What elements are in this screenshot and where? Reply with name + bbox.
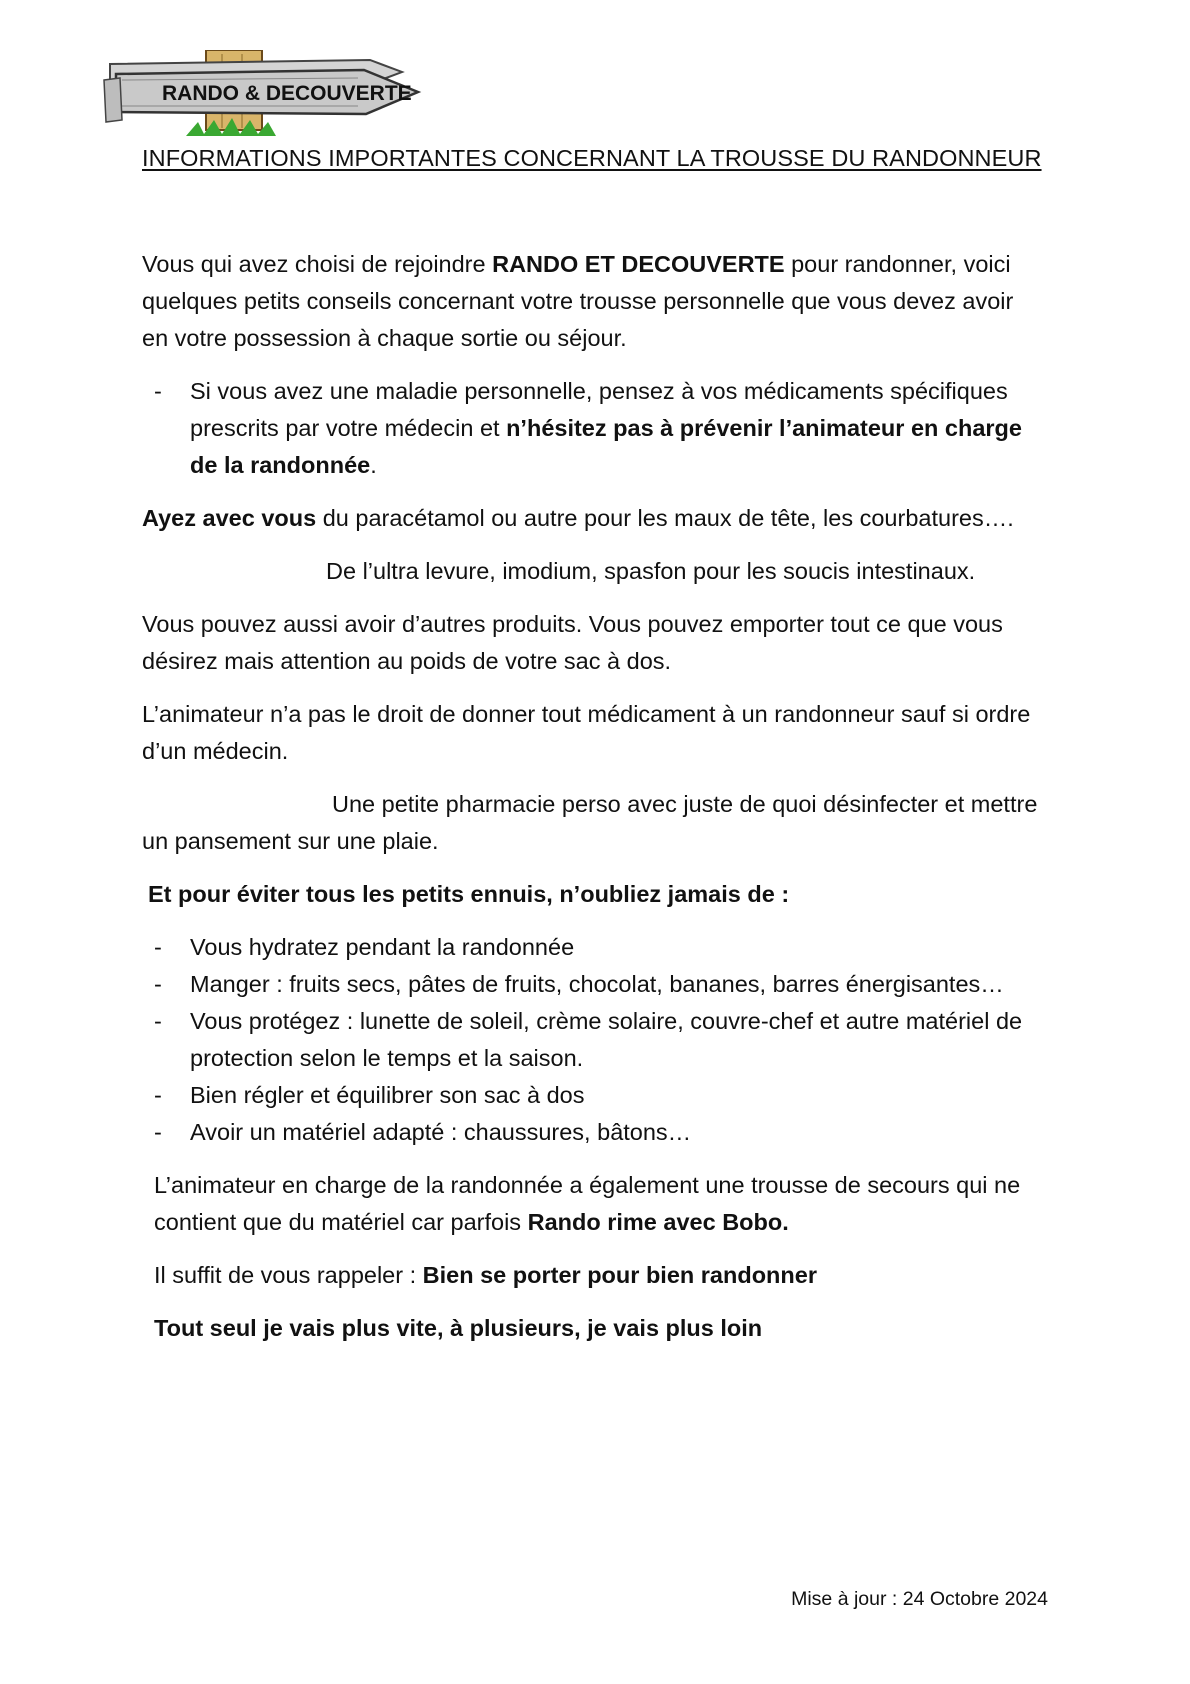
ayez-bold: Ayez avec vous (142, 505, 317, 531)
list-dash: - (154, 1082, 162, 1108)
ayez-text: du paracétamol ou autre pour les maux de tête, les courbatures…. (316, 505, 1014, 531)
logo-text: RANDO & DECOUVERTE (162, 82, 412, 105)
motto-text: Tout seul je vais plus vite, à plusieurs, je vais plus loin (154, 1315, 763, 1341)
trousse-text: L’animateur en charge de la randonnée a également une trousse de secours qui ne contient que du matériel car parfois (154, 1172, 1021, 1235)
list-item (142, 373, 1042, 484)
list-item-text: Vous hydratez pendant la randonnée (190, 934, 575, 960)
list-item (142, 929, 1042, 966)
advice-list (142, 929, 1042, 1151)
list-item-text: Manger : fruits secs, pâtes de fruits, chocolat, bananes, barres énergisantes… (190, 971, 1004, 997)
list-item-text: Si vous avez une maladie personnelle, pensez à vos médicaments spécifiques prescrits par votre médecin et (190, 378, 1008, 441)
trousse-paragraph (142, 1167, 1042, 1241)
list-dash: - (154, 1008, 162, 1034)
list-item (142, 1077, 1042, 1114)
levure-paragraph: De l’ultra levure, imodium, spasfon pour les soucis intestinaux. (326, 558, 976, 584)
list-item-text: Vous protégez : lunette de soleil, crème solaire, couvre-chef et autre matériel de protection selon le temps et la saison. (190, 1008, 1023, 1071)
rappel-text: Il suffit de vous rappeler : (154, 1262, 423, 1288)
rappel-bold: Bien se porter pour bien randonner (422, 1262, 817, 1288)
intro-text-end: pour randonner, voici quelques petits conseils concernant votre trousse personnelle que vous devez avoir en votre possession à chaque sortie ou séjour. (142, 251, 1014, 351)
list-dash: - (154, 378, 162, 404)
list-item-end: . (370, 452, 377, 478)
list-dash: - (154, 1119, 162, 1145)
club-name: RANDO ET DECOUVERTE (492, 251, 785, 277)
page-title: INFORMATIONS IMPORTANTES CONCERNANT LA TROUSSE DU RANDONNEUR (142, 145, 1042, 171)
rando-decouverte-logo (102, 50, 422, 138)
list-item (142, 966, 1042, 1003)
ennuis-heading-text: Et pour éviter tous les petits ennuis, n’oubliez jamais de : (148, 881, 790, 907)
list-item-text: Bien régler et équilibrer son sac à dos (190, 1082, 585, 1108)
list-item-bold: n’hésitez pas à prévenir l’animateur en charge de la randonnée (190, 415, 1022, 478)
produits-paragraph: Vous pouvez aussi avoir d’autres produits. Vous pouvez emporter tout ce que vous désirez mais attention au poids de votre sac à dos. (142, 611, 1003, 674)
ennuis-heading (142, 876, 1042, 913)
trousse-bold: Rando rime avec Bobo. (527, 1209, 789, 1235)
list-dash: - (154, 971, 162, 997)
medication-list (142, 373, 1042, 484)
rappel-paragraph (142, 1257, 1042, 1294)
list-item (142, 1114, 1042, 1151)
list-item-text: Avoir un matériel adapté : chaussures, bâtons… (190, 1119, 692, 1145)
intro-paragraph (142, 246, 1042, 357)
list-item (142, 1003, 1042, 1077)
pharmacie-paragraph: Une petite pharmacie perso avec juste de quoi désinfecter et mettre un pansement sur une plaie. (142, 791, 1038, 854)
document-body (142, 246, 1042, 1363)
paracetamol-paragraph (142, 500, 1042, 537)
animateur-paragraph: L’animateur n’a pas le droit de donner tout médicament à un randonneur sauf si ordre d’un médecin. (142, 701, 1031, 764)
intro-text: Vous qui avez choisi de rejoindre (142, 251, 493, 277)
list-dash: - (154, 934, 162, 960)
update-date: Mise à jour : 24 Octobre 2024 (791, 1588, 1048, 1610)
signpost-graphic (102, 50, 422, 138)
motto-paragraph (142, 1310, 1042, 1347)
